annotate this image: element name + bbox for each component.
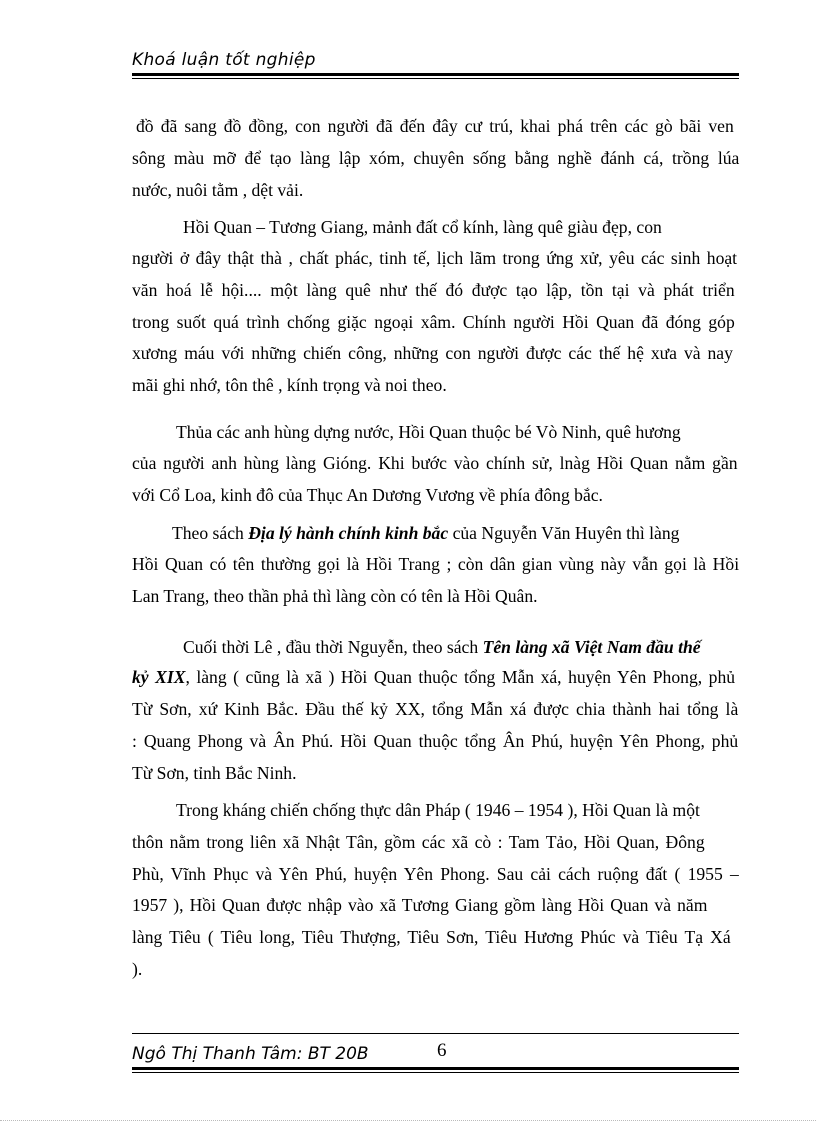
text-segment: : Quang Phong và Ân Phú. Hồi Quan thuộc tổng Ân Phú, huyện Yên Phong, phủ [132, 731, 739, 751]
text-line [176, 799, 700, 821]
footer-page-number: 6 [437, 1040, 447, 1061]
text-line [132, 698, 738, 720]
text-segment: mãi ghi nhớ, tôn thê , kính trọng và noi theo. [132, 375, 447, 395]
text-segment: của Nguyễn Văn Huyên thì làng [448, 523, 680, 543]
text-segment: văn hoá lễ hội.... một làng quê như thế đó được tạo lập, tồn tại và phát triển [132, 280, 735, 300]
text-line [176, 421, 681, 443]
text-line [132, 762, 296, 784]
text-line [132, 484, 603, 506]
text-segment: Hồi Quan – Tương Giang, mảnh đất cổ kính, làng quê giàu đẹp, con [183, 217, 662, 237]
text-line [183, 216, 662, 238]
text-line [183, 636, 701, 658]
text-line [132, 553, 739, 575]
text-line [136, 115, 734, 137]
text-segment: Từ Sơn, xứ Kinh Bắc. Đầu thế kỷ XX, tổng Mẫn xá được chia thành hai tổng là [132, 699, 739, 719]
text-segment: xương máu với những chiến công, những con người được các thế hệ xưa và nay [132, 343, 733, 363]
text-segment: Từ Sơn, tỉnh Bắc Ninh. [132, 763, 297, 783]
header-rule-thin [132, 78, 739, 79]
text-segment: với Cổ Loa, kinh đô của Thục An Dương Vương về phía đông bắc. [132, 485, 603, 505]
text-line [132, 279, 735, 301]
text-segment: người ở đây thật thà , chất phác, tinh tế, lịch lãm trong ứng xử, yêu các sinh hoạt [132, 248, 738, 268]
text-segment: sông màu mỡ để tạo làng lập xóm, chuyên sống bằng nghề đánh cá, trồng lúa [132, 148, 740, 168]
text-segment: thôn nằm trong liên xã Nhật Tân, gồm các xã cò : Tam Tảo, Hồi Quan, Đông [132, 832, 705, 852]
text-line [132, 730, 738, 752]
text-segment: ). [132, 959, 143, 979]
text-segment: Cuối thời Lê , đầu thời Nguyễn, theo sách [183, 637, 483, 657]
footer-rule-thick [132, 1067, 739, 1070]
text-line [132, 374, 447, 396]
book-title-emphasis: kỷ XIX [132, 667, 186, 687]
footer-author: Ngô Thị Thanh Tâm: BT 20B [132, 1044, 369, 1064]
text-segment: Trong kháng chiến chống thực dân Pháp ( 1946 – 1954 ), Hồi Quan là một [176, 800, 700, 820]
text-line [132, 894, 707, 916]
book-title-emphasis: Địa lý hành chính kinh bắc [248, 523, 449, 543]
text-segment: Hồi Quan có tên thường gọi là Hồi Trang ; còn dân gian vùng này vẫn gọi là Hồi [132, 554, 740, 574]
text-segment: Thủa các anh hùng dựng nước, Hồi Quan thuộc bé Vò Ninh, quê hương [176, 422, 681, 442]
text-segment: 1957 ), Hồi Quan được nhập vào xã Tương Giang gồm làng Hồi Quan và năm [132, 895, 708, 915]
text-line [132, 179, 303, 201]
text-segment: trong suốt quá trình chống giặc ngoại xâm. Chính người Hồi Quan đã đóng góp [132, 312, 735, 332]
text-line [132, 247, 737, 269]
text-line [132, 831, 705, 853]
footer-rule-thin [132, 1033, 739, 1034]
text-line [132, 147, 739, 169]
text-segment: nước, nuôi tằm , dệt vải. [132, 180, 304, 200]
text-segment: Phù, Vĩnh Phục và Yên Phú, huyện Yên Phong. Sau cải cách ruộng đất ( 1955 – [132, 864, 739, 884]
text-line [132, 585, 538, 607]
book-title-emphasis: Tên làng xã Việt Nam đầu thế [482, 637, 701, 657]
text-line [132, 311, 735, 333]
text-line [132, 958, 142, 980]
text-segment: , làng ( cũng là xã ) Hồi Quan thuộc tổng Mẫn xá, huyện Yên Phong, phủ [185, 667, 736, 687]
header-rule-thick [132, 73, 739, 76]
text-line [172, 522, 679, 544]
footer-rule-thin-lower [132, 1072, 739, 1073]
text-line [132, 452, 738, 474]
text-line [132, 863, 739, 885]
page-header-title: Khoá luận tốt nghiệp [132, 50, 316, 70]
text-line [132, 342, 733, 364]
page-bottom-edge [0, 1120, 816, 1121]
text-segment: làng Tiêu ( Tiêu long, Tiêu Thượng, Tiêu Sơn, Tiêu Hương Phúc và Tiêu Tạ Xá [132, 927, 731, 947]
text-line [132, 666, 735, 688]
text-line [132, 926, 731, 948]
text-segment: Lan Trang, theo thần phả thì làng còn có tên là Hồi Quân. [132, 586, 538, 606]
text-segment: đồ đã sang đồ đồng, con người đã đến đây cư trú, khai phá trên các gò bãi ven [136, 116, 734, 136]
text-segment: của người anh hùng làng Gióng. Khi bước vào chính sử, lnàg Hồi Quan nằm gần [132, 453, 738, 473]
text-segment: Theo sách [172, 523, 249, 543]
